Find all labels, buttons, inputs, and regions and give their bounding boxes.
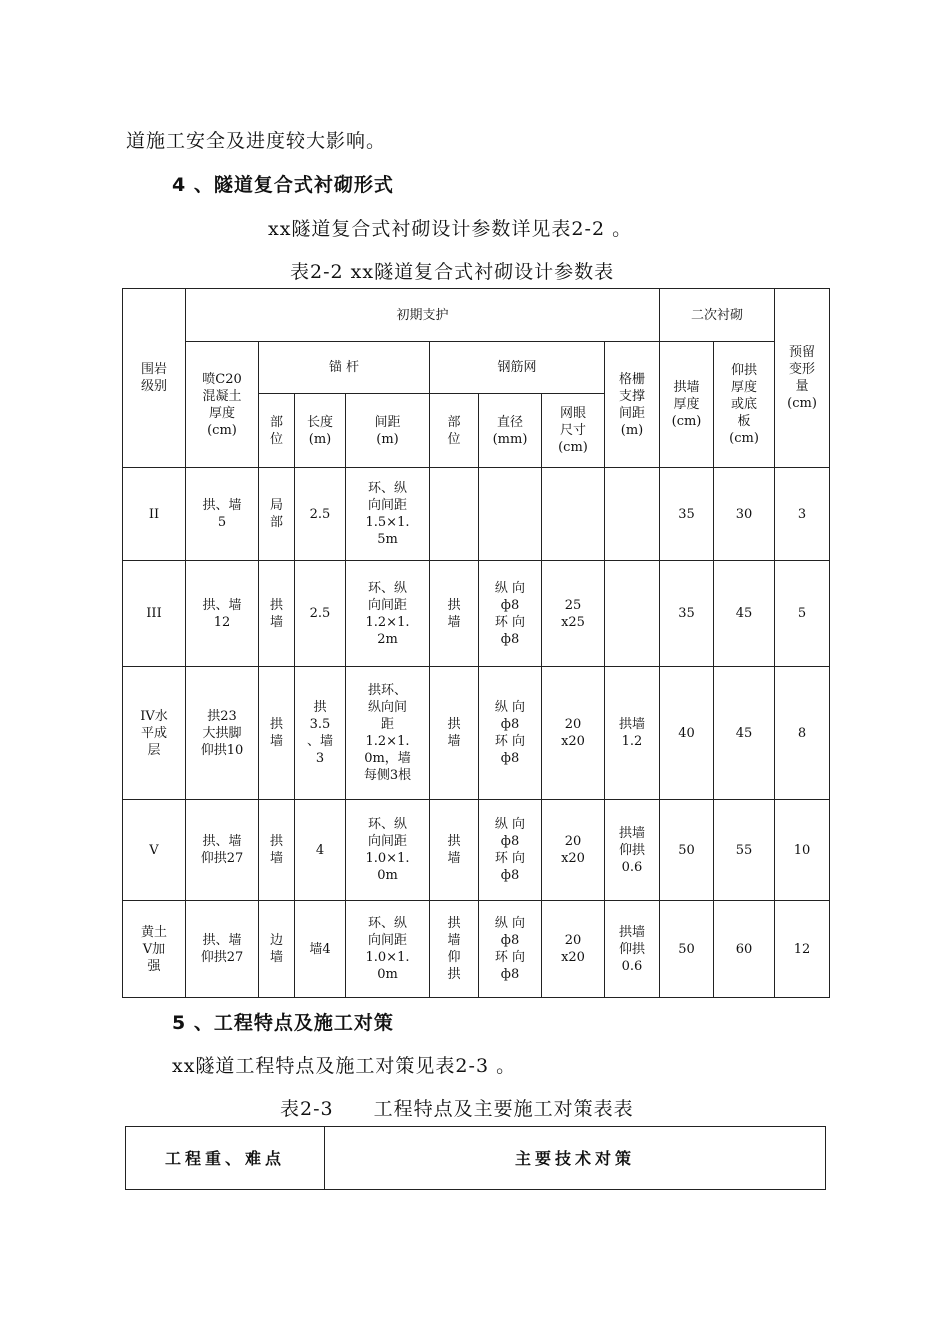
table-row <box>123 901 830 998</box>
table-cell: 拱 墙 <box>259 667 295 800</box>
header-bolt-length: 长度 (m) <box>295 394 346 468</box>
table-cell: 2.5 <box>295 561 346 667</box>
table-cell: 12 <box>775 901 830 998</box>
section5-heading: 5 、工程特点及施工对策 <box>172 1012 394 1034</box>
header-archwall-thickness: 拱墙 厚度 (cm) <box>660 342 714 468</box>
table-cell: 环、纵 向间距 1.0×1. 0m <box>346 901 430 998</box>
table-cell: 拱、墙 5 <box>186 468 259 561</box>
table-row <box>123 800 830 901</box>
table-cell: IV水 平成 层 <box>123 667 186 800</box>
header-mesh: 钢筋网 <box>430 342 605 394</box>
table-cell: 边 墙 <box>259 901 295 998</box>
header-initial-support: 初期支护 <box>186 289 660 342</box>
table-cell: 黄土 V加 强 <box>123 901 186 998</box>
table-cell: 5 <box>775 561 830 667</box>
table-cell: 10 <box>775 800 830 901</box>
table-cell: 墙4 <box>295 901 346 998</box>
table-cell: 纵 向 ф8 环 向 ф8 <box>479 561 542 667</box>
header-bolt-spacing: 间距 (m) <box>346 394 430 468</box>
table-cell: III <box>123 561 186 667</box>
table-cell: 拱23 大拱脚 仰拱10 <box>186 667 259 800</box>
table-cell: 50 <box>660 901 714 998</box>
table-cell: 2.5 <box>295 468 346 561</box>
table-cell: 50 <box>660 800 714 901</box>
table-cell: 拱墙 仰拱 0.6 <box>605 800 660 901</box>
section4-reference: xx隧道复合式衬砌设计参数详见表2-2 。 <box>268 218 633 240</box>
section4-heading: 4 、隧道复合式衬砌形式 <box>172 174 394 196</box>
table-cell: 环、纵 向间距 1.0×1. 0m <box>346 800 430 901</box>
table-cell: 4 <box>295 800 346 901</box>
table-cell: 拱墙 仰拱 0.6 <box>605 901 660 998</box>
table-cell: 纵 向 ф8 环 向 ф8 <box>479 667 542 800</box>
table-cell <box>605 561 660 667</box>
table-cell <box>479 468 542 561</box>
table-cell: 8 <box>775 667 830 800</box>
table-cell: 纵 向 ф8 环 向 ф8 <box>479 901 542 998</box>
table-cell: 35 <box>660 468 714 561</box>
header-mesh-diameter: 直径 (mm) <box>479 394 542 468</box>
table-cell: 拱 墙 仰 拱 <box>430 901 479 998</box>
table1-caption: 表2-2 xx隧道复合式衬砌设计参数表 <box>290 261 615 283</box>
table-cell: 拱墙 1.2 <box>605 667 660 800</box>
table-row <box>123 468 830 561</box>
table-row <box>123 667 830 800</box>
header-secondary-lining: 二次衬砌 <box>660 289 775 342</box>
header-mesh-size: 网眼 尺寸 (cm) <box>542 394 605 468</box>
table-cell: 45 <box>714 561 775 667</box>
table2-caption: 表2-3 工程特点及主要施工对策表表 <box>280 1098 634 1120</box>
table-cell: 20 x20 <box>542 800 605 901</box>
table-cell: 拱 墙 <box>430 667 479 800</box>
header-shotcrete: 喷C20 混凝土 厚度 (cm) <box>186 342 259 468</box>
lining-parameters-table <box>122 288 830 998</box>
table-cell: 25 x25 <box>542 561 605 667</box>
table-cell: 3 <box>775 468 830 561</box>
table-cell: 环、纵 向间距 1.2×1. 2m <box>346 561 430 667</box>
table-cell: 拱环、 纵向间 距 1.2×1. 0m，墙 每侧3根 <box>346 667 430 800</box>
table-cell: 拱 墙 <box>430 800 479 901</box>
header-reserved-deformation: 预留 变形 量 (cm) <box>775 289 830 468</box>
table-cell: 拱、墙 仰拱27 <box>186 800 259 901</box>
table-cell: 20 x20 <box>542 667 605 800</box>
table-cell <box>430 468 479 561</box>
table-cell: 60 <box>714 901 775 998</box>
header-bolt-part: 部 位 <box>259 394 295 468</box>
header-technical-measures: 主要技术对策 <box>325 1127 826 1190</box>
table-cell: 40 <box>660 667 714 800</box>
header-grid-spacing: 格栅 支撑 间距 (m) <box>605 342 660 468</box>
table-cell: 拱 墙 <box>259 561 295 667</box>
table-cell: 拱 3.5 、墙 3 <box>295 667 346 800</box>
table-cell: 局 部 <box>259 468 295 561</box>
table-cell: 20 x20 <box>542 901 605 998</box>
table-cell: 拱、墙 仰拱27 <box>186 901 259 998</box>
table-cell: 45 <box>714 667 775 800</box>
table-cell <box>542 468 605 561</box>
header-grade: 围岩 级别 <box>123 289 186 468</box>
header-mesh-part: 部 位 <box>430 394 479 468</box>
table-cell <box>605 468 660 561</box>
table-cell: 拱 墙 <box>259 800 295 901</box>
table-cell: II <box>123 468 186 561</box>
header-bolt: 锚 杆 <box>259 342 430 394</box>
section5-reference: xx隧道工程特点及施工对策见表2-3 。 <box>172 1055 517 1077</box>
table-cell: 拱 墙 <box>430 561 479 667</box>
header-key-difficulties: 工程重、难点 <box>126 1127 325 1190</box>
table-row <box>123 561 830 667</box>
table-cell: 拱、墙 12 <box>186 561 259 667</box>
header-invert-thickness: 仰拱 厚度 或底 板 (cm) <box>714 342 775 468</box>
table-cell: V <box>123 800 186 901</box>
table-cell: 纵 向 ф8 环 向 ф8 <box>479 800 542 901</box>
table-cell: 30 <box>714 468 775 561</box>
table-cell: 35 <box>660 561 714 667</box>
table-cell: 环、纵 向间距 1.5×1. 5m <box>346 468 430 561</box>
countermeasures-table <box>125 1126 826 1190</box>
intro-text: 道施工安全及进度较大影响。 <box>126 130 387 152</box>
table-cell: 55 <box>714 800 775 901</box>
